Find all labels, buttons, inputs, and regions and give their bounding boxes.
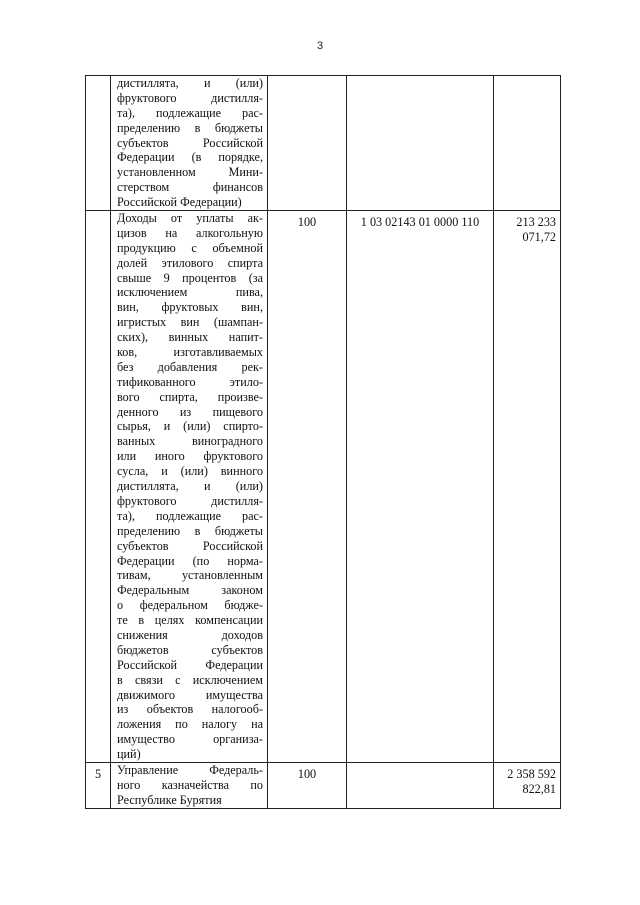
description-line: вого спирта, произве- <box>117 389 263 404</box>
description-line: дистиллята, и (или) <box>117 76 263 90</box>
description-line: цизов на алкогольную <box>117 225 263 240</box>
description-line: движимого имущества <box>117 687 263 702</box>
amount-cell <box>494 762 561 808</box>
amount-line: 213 233 <box>516 215 556 230</box>
description-line: свыше 9 процентов (за <box>117 270 263 285</box>
description-line: ков, изготавливаемых <box>117 345 263 360</box>
description-line: Российской Федерации) <box>117 195 242 210</box>
description-line: дистиллята, и (или) <box>117 479 263 494</box>
description-line: ских), винных напит- <box>117 330 263 345</box>
administrator-code-cell <box>268 76 347 211</box>
table-row <box>86 76 561 211</box>
description-line: Федерации (в порядке, <box>117 150 263 165</box>
description-line: субъектов Российской <box>117 135 263 150</box>
description-line: Российской Федерации <box>117 657 263 672</box>
description-cell <box>111 76 268 211</box>
description-line: в связи с исключением <box>117 672 263 687</box>
description-line: пределению в бюджеты <box>117 523 263 538</box>
amount-cell <box>494 211 561 763</box>
description-line: без добавления рек- <box>117 359 263 374</box>
budget-classification-code-cell <box>347 76 494 211</box>
amount-line: 071,72 <box>522 229 556 244</box>
description-line: имущество организа- <box>117 732 263 747</box>
table-row <box>86 211 561 763</box>
description-line: тификованного этило- <box>117 374 263 389</box>
description-line: продукцию с объемной <box>117 240 263 255</box>
description-cell <box>111 762 268 808</box>
row-number-cell <box>86 211 111 763</box>
amount-line: 2 358 592 <box>507 766 556 781</box>
budget-classification-code-cell: 1 03 02143 01 0000 110 <box>347 211 494 763</box>
page-number: 3 <box>316 40 324 52</box>
description-line: фруктового дистилля- <box>117 493 263 508</box>
description-line: бюджетов субъектов <box>117 642 263 657</box>
description-line: денного из пищевого <box>117 404 263 419</box>
amount-cell <box>494 76 561 211</box>
description-line: ного казначейства по <box>117 777 263 792</box>
description-line: Управление Федераль- <box>117 762 263 777</box>
description-line: о федеральном бюдже- <box>117 598 263 613</box>
description-line: ций) <box>117 747 141 762</box>
description-line: Республике Бурятия <box>117 792 222 807</box>
description-line: Федеральным законом <box>117 583 263 598</box>
description-line: долей этилового спирта <box>117 255 263 270</box>
description-line: снижения доходов <box>117 627 263 642</box>
description-line: вин, фруктовых вин, <box>117 300 263 315</box>
description-line: те в целях компенсации <box>117 613 263 628</box>
table-row <box>86 762 561 808</box>
description-line: та), подлежащие рас- <box>117 105 263 120</box>
description-line: сырья, и (или) спирто- <box>117 419 263 434</box>
description-line: пределению в бюджеты <box>117 120 263 135</box>
description-line: тивам, установленным <box>117 568 263 583</box>
administrator-code-cell: 100 <box>268 211 347 763</box>
description-line: фруктового дистилля- <box>117 90 263 105</box>
description-line: стерством финансов <box>117 180 263 195</box>
description-line: из объектов налогооб- <box>117 702 263 717</box>
description-line: Федерации (по норма- <box>117 553 263 568</box>
description-line: сусла, и (или) винного <box>117 464 263 479</box>
row-number-cell: 5 <box>86 762 111 808</box>
description-line: субъектов Российской <box>117 538 263 553</box>
description-line: Доходы от уплаты ак- <box>117 211 263 226</box>
description-line: или иного фруктового <box>117 449 263 464</box>
administrator-code-cell: 100 <box>268 762 347 808</box>
description-line: ложения по налогу на <box>117 717 263 732</box>
description-line: ванных виноградного <box>117 434 263 449</box>
description-line: игристых вин (шампан- <box>117 315 263 330</box>
description-line: исключением пива, <box>117 285 263 300</box>
description-line: та), подлежащие рас- <box>117 508 263 523</box>
row-number-cell <box>86 76 111 211</box>
budget-classification-code-cell <box>347 762 494 808</box>
revenue-table <box>85 75 561 809</box>
amount-line: 822,81 <box>522 781 556 796</box>
description-cell <box>111 211 268 763</box>
description-line: установленном Мини- <box>117 165 263 180</box>
